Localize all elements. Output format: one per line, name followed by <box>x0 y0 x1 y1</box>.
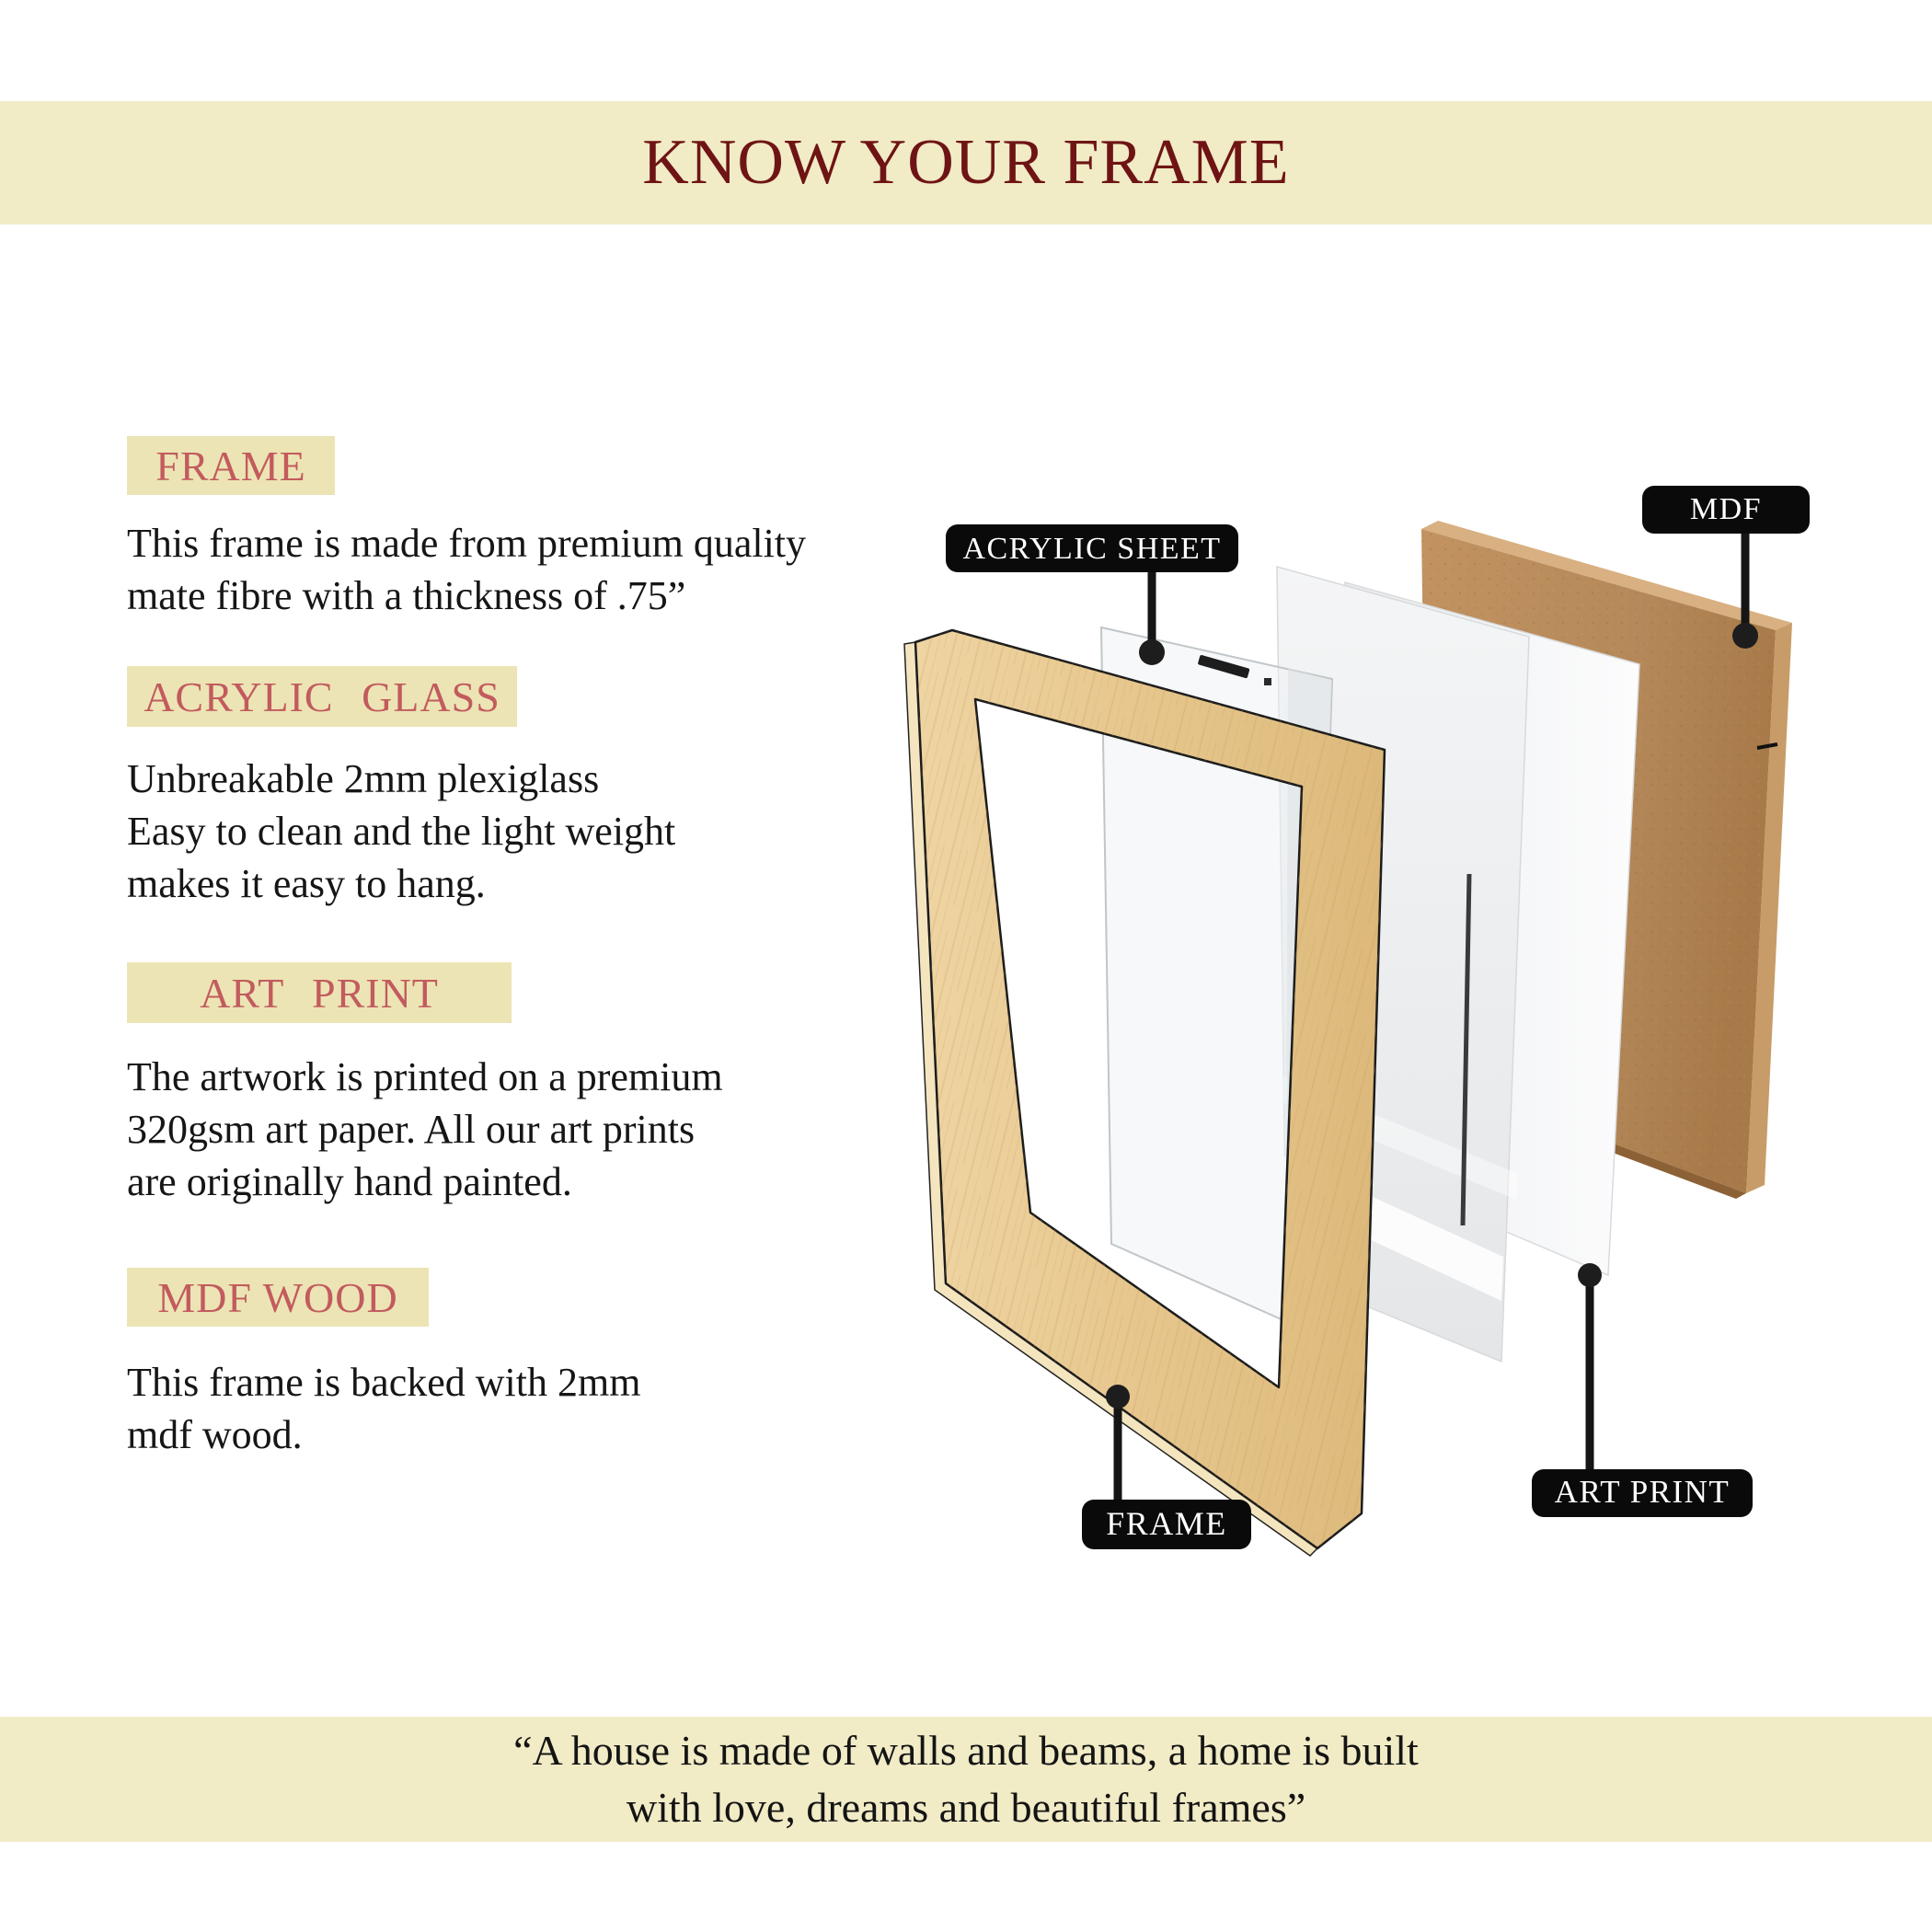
text-line: mate fibre with a thickness of .75” <box>127 573 686 618</box>
hanging-slot-dot <box>1264 678 1271 685</box>
text-line: The artwork is printed on a premium <box>127 1054 723 1099</box>
callout-label-mdf: MDF <box>1689 492 1763 526</box>
section-label-mdf-wood-text: MDF WOOD <box>157 1273 398 1321</box>
section-label-art-print-text: ART PRINT <box>200 969 439 1017</box>
callout-dot <box>1106 1385 1130 1409</box>
page-title: KNOW YOUR FRAME <box>642 127 1290 198</box>
callout-label-art-print: ART PRINT <box>1554 1474 1731 1510</box>
callout-label-acrylic-sheet: ACRYLIC SHEET <box>962 532 1222 566</box>
text-line: Unbreakable 2mm plexiglass <box>127 756 600 801</box>
callout-label-frame: FRAME <box>1106 1505 1227 1542</box>
callout-dot <box>1578 1263 1602 1287</box>
text-line: 320gsm art paper. All our art prints <box>127 1107 696 1152</box>
section-label-frame-text: FRAME <box>155 442 306 489</box>
callout-art-print <box>1532 1263 1753 1517</box>
text-line: makes it easy to hang. <box>127 861 486 906</box>
text-line: This frame is made from premium quality <box>127 521 807 566</box>
text-line: Easy to clean and the light weight <box>127 809 676 854</box>
quote-line-2: with love, dreams and beautiful frames” <box>626 1784 1306 1831</box>
callout-dot <box>1732 623 1758 649</box>
quote-banner <box>0 1717 1932 1842</box>
callout-dot <box>1139 639 1165 665</box>
text-line: are originally hand painted. <box>127 1159 572 1204</box>
text-line: mdf wood. <box>127 1412 303 1457</box>
text-line: This frame is backed with 2mm <box>127 1360 641 1405</box>
quote-line-1: “A house is made of walls and beams, a home is built <box>513 1727 1419 1774</box>
section-label-acrylic-glass-text: ACRYLIC GLASS <box>144 673 500 720</box>
